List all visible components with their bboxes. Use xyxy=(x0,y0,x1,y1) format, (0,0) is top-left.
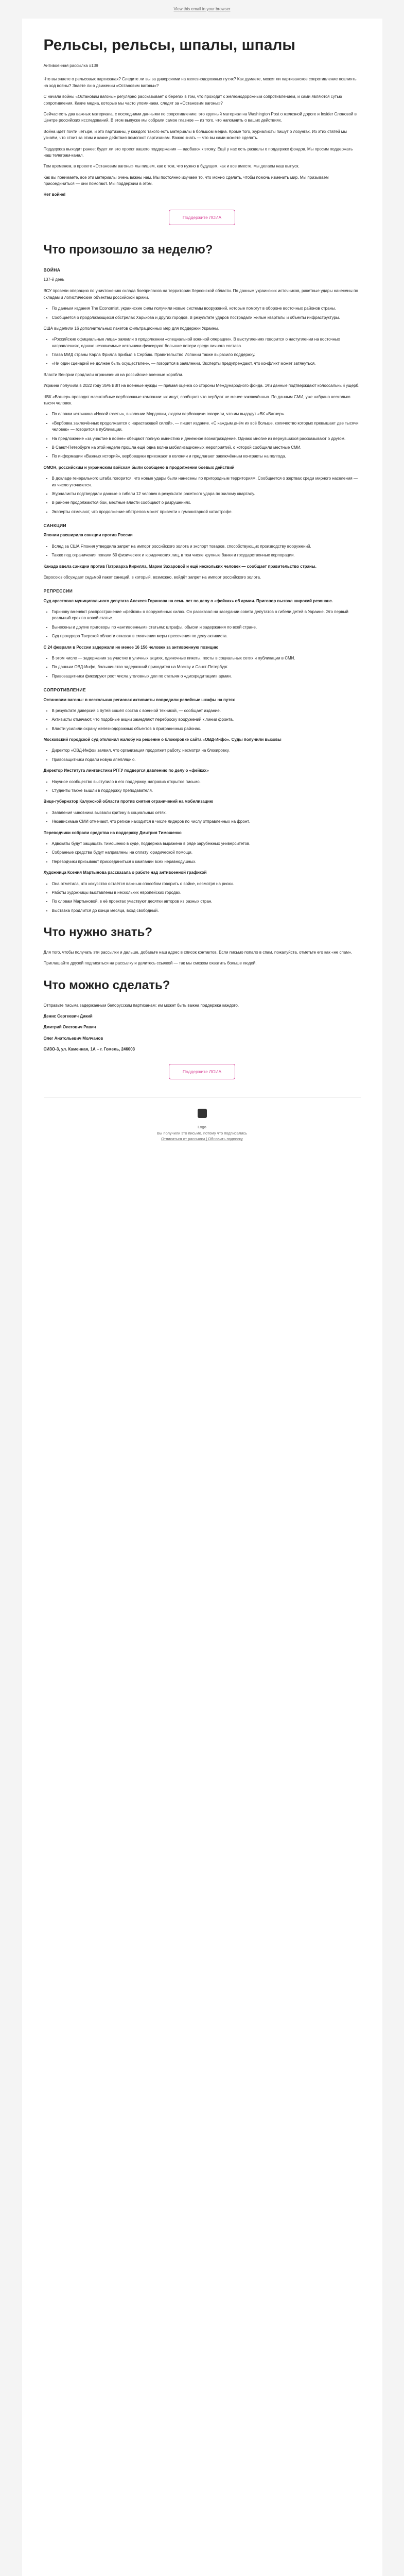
list-item: • В этом числе — задержания за участие в уличных акциях, одиночные пикеты, посты в социальных сетях и публикации в СМИ. xyxy=(52,655,361,662)
support-button-bottom[interactable]: Поддержите ЛОИА xyxy=(169,1064,235,1079)
news-list xyxy=(44,476,361,515)
news-item: США выделили 16 дополнительных пакетов фильтрационных мер для поддержки Украины. xyxy=(43,326,219,331)
news-item: Власти Венгрии продлили ограничения на российские военные корабли. xyxy=(43,372,183,377)
prisoner-name: Денис Сергеевич Дикий xyxy=(43,1013,93,1019)
prisoner-name: Дмитрий Олегович Равич xyxy=(43,1025,96,1030)
intro-paragraph: Война идёт почти четыре, и это партизаны, у каждого такого есть материалы в большом медиа. Кроме того, журналисты пишут о лозунгах. Из этих статей мы узнаём, что стоит за этим и какие действия помогают партизанам. Важно знать — что вы сами можете сделать. xyxy=(43,129,347,141)
list-item: • Вслед за США Япония утвердила запрет на импорт российского золота и экспорт товаров, способствующих производству вооружений. xyxy=(52,544,361,550)
prisoner-name: Олег Анатольевич Молчанов xyxy=(43,1036,103,1041)
intro-paragraph: Что вы знаете о рельсовых партизанах? Следите ли вы за диверсиями на железнодорожных путях? Как думаете, может ли партизанское сопротивление повлиять на ход войны? Знаете ли о движении «Остановим вагоны»? xyxy=(43,77,357,88)
footer-line: Вы получили это письмо, потому что подписались xyxy=(156,1130,248,1136)
need-paragraph: Для того, чтобы получать эти рассылки и дальше, добавьте наш адрес в список контактов. Если письмо попало в спам, пожалуйста, отметьте его как «не спам». xyxy=(43,950,353,955)
list-item: • По данным ОВД-Инфо, большинство задержаний приходится на Москву и Санкт-Петербург. xyxy=(52,664,361,670)
list-item: • В результате диверсий с путей сошёл состав с военной техникой, — сообщает издание. xyxy=(52,708,361,714)
list-item: • Научное сообщество выступило в его поддержку, направив открытое письмо. xyxy=(52,779,361,785)
list-item: • Глава МИД страны Карла Фрилла прибыл в Сербию. Правительство Испании также выразило поддержку. xyxy=(52,352,361,358)
news-item: Вице-губернатор Калужской области против снятия ограничений на мобилизацию xyxy=(43,799,214,804)
intro-paragraph: Как вы понимаете, все эти материалы очень важны нам. Мы постоянно изучаем то, что можно сделать, чтобы помочь изменить мир. Мы призываем присоединиться — они помогают. Мы поддержим в этом. xyxy=(43,175,329,187)
can-do-heading: Что можно сделать? xyxy=(43,978,170,992)
list-item: • По информации «Важных историй», вербовщики приезжают в колонии и предлагают заключённым контракты на полгода. xyxy=(52,453,361,460)
view-in-browser-link[interactable]: View this email in your browser xyxy=(173,6,231,11)
news-list xyxy=(44,841,361,865)
need-paragraph: Приглашайте друзей подписаться на рассылку и делитесь ссылкой — так мы сможем охватить больше людей. xyxy=(43,961,257,966)
news-list xyxy=(44,544,361,559)
repression-stat: С 24 февраля в России задержали не менее 16 156 человек за антивоенную позицию xyxy=(43,645,219,650)
news-item: Художница Ксения Мартынова рассказала о работе над антивоенной графикой xyxy=(43,870,207,875)
news-item: ОМОН, российским и украинским войскам были сообщено в продолжении боевых действий xyxy=(43,465,235,470)
list-item: • Горинову вменяют распространение «фейков» о вооружённых силах. Он рассказал на заседании совета депутатов о гибели детей в Украине. Это первый реальный срок по новой статье. xyxy=(52,609,361,622)
news-item: Директор Института лингвистики РГГУ подвергся давлению по делу о «фейках» xyxy=(43,768,209,773)
news-list xyxy=(44,306,361,321)
list-item: • Активисты отмечают, что подобные акции замедляют переброску вооружений к линии фронта. xyxy=(52,717,361,723)
prison-address: СИЗО-3, ул. Каменная, 1А – г. Гомель, 246003 xyxy=(43,1047,135,1052)
news-item: Московский городской суд отклонил жалобу на решение о блокировке сайта «ОВД-Инфо». Суды получили вызовы xyxy=(43,737,282,742)
list-item: • Работы художницы выставлены в нескольких европейских городах. xyxy=(52,890,361,896)
list-item: • Правозащитники подали новую апелляцию. xyxy=(52,757,361,763)
list-item: • Собранные средства будут направлены на оплату юридической помощи. xyxy=(52,850,361,856)
list-item: • Суд прокурора Тверской области отказал в смягчении меры пресечения по делу активиста. xyxy=(52,633,361,639)
news-item: Канада ввела санкции против Патриарха Кирилла, Марии Захаровой и ещё нескольких человек — сообщает правительство страны. xyxy=(43,564,317,569)
news-item: ЧВК «Вагнер» проводит масштабные вербовочные кампании: их ищут, сообщает что вербуют не менее заключённых. По данным СМИ, уже набрано несколько тысяч человек. xyxy=(43,394,350,406)
list-item: • Независимые СМИ отмечают, что регион находится в числе лидеров по числу отправленных на фронт. xyxy=(52,819,361,825)
week-heading: Что произошло за неделю? xyxy=(43,242,213,257)
war-date: 137-й день xyxy=(43,277,64,282)
need-heading: Что нужно знать? xyxy=(43,925,153,940)
list-item: • Также под ограничения попали 60 физических и юридических лиц, в том числе крупные банки и государственные корпорации. xyxy=(52,552,361,558)
page-title: Рельсы, рельсы, шпалы, шпалы xyxy=(43,37,296,54)
list-item: • Власти усилили охрану железнодорожных объектов в приграничных районах. xyxy=(52,726,361,732)
news-list xyxy=(44,411,361,460)
support-button[interactable]: Поддержите ЛОИА xyxy=(169,210,235,225)
top-bar xyxy=(0,0,404,19)
list-item: • Сообщается о продолжающихся обстрелах Харькова и других городов. В результате ударов пострадали жилые кварталы и объекты инфраструктуры. xyxy=(52,315,361,321)
list-item: • По словам источника «Новой газеты», в колонии Мордовии, людям вербовщики говорили, что им выдадут «ВК «Вагнер». xyxy=(52,411,361,417)
list-item: • Переводчики призывают присоединиться к кампании всех неравнодушных. xyxy=(52,859,361,865)
can-do-paragraph: Отправьте письма задержанным белорусским партизанам: им может быть важна поддержка каждого. xyxy=(43,1003,239,1008)
news-list xyxy=(44,748,361,763)
list-item: • Адвокаты будут защищать Тимошенко в суде, поддержка выражена в ряде зарубежных университетов. xyxy=(52,841,361,847)
newsletter-card xyxy=(22,19,382,2576)
news-list xyxy=(44,609,361,640)
list-item: • Эксперты отмечают, что продолжение обстрелов может привести к гуманитарной катастрофе. xyxy=(52,509,361,515)
news-list xyxy=(44,881,361,914)
logo-icon xyxy=(198,1109,207,1118)
issue-subtitle: Антивоенная рассылка #139 xyxy=(43,63,98,68)
news-item: ВСУ провели операцию по уничтожению склада боеприпасов на территории Херсонской области. По данным украинских источников, ракетные удары нанесены по складам и логистическим объектам российской армии. xyxy=(43,289,358,300)
intro-closing: Нет войне! xyxy=(43,192,66,197)
news-list xyxy=(44,336,361,367)
list-item: • «Ни один сценарий не должен быть осуществлен», — говорится в заявлении. Эксперты предупреждают, что конфликт может затянуться. xyxy=(52,361,361,367)
intro-paragraph: Тем временем, в проекте «Остановим вагоны» мы пишем, как о том, что нужно в будущем, как и все вместе, мы делаем наш выпуск. xyxy=(43,164,300,169)
support-wrap xyxy=(44,210,361,225)
list-item: • По словам Мартыновой, в её проектах участвуют десятки авторов из разных стран. xyxy=(52,899,361,905)
list-item: • В Санкт-Петербурге на этой неделе прошла ещё одна волна мобилизационных мероприятий, о которой сообщили местные СМИ. xyxy=(52,445,361,451)
list-item: • Директор «ОВД-Инфо» заявил, что организация продолжит работу, несмотря на блокировку. xyxy=(52,748,361,754)
intro-paragraph: Поддержка выходит ранее: будет ли это проект вашего поддержания — вдобавок к этому. Ещё у нас есть разделы о поддержке фондов. Мы просим поддержать наш телеграм-канал. xyxy=(43,146,353,158)
list-item: • «Вербовка заключённых продолжается с нарастающей силой», — пишет издание. «С каждым днём их всё больше, количество которых превышает две тысячи человек» — говорится в публикации. xyxy=(52,420,361,433)
list-item: • По данным издания The Economist, украинские силы получили новые системы вооружений, которые помогут в обороне восточных районов страны. xyxy=(52,306,361,312)
opposition-heading: СОПРОТИВЛЕНИЕ xyxy=(43,687,86,693)
news-list xyxy=(44,655,361,680)
list-item: • На предложение «за участие в войне» обещают полную амнистию и денежное вознаграждение. Однако многие из вернувшихся рассказывают о другом. xyxy=(52,436,361,442)
list-item: • Вынесены и другие приговоры по «антивоенным» статьям: штрафы, обыски и задержания по всей стране. xyxy=(52,624,361,631)
footer-unsubscribe-links[interactable]: Отписаться от рассылки | Обновить подписку xyxy=(161,1137,243,1142)
news-item: Евросоюз обсуждает седьмой пакет санкций, в который, возможно, войдёт запрет на импорт российского золота. xyxy=(43,575,261,580)
news-item: Переводчики собрали средства на поддержку Дмитрия Тимошенко xyxy=(43,830,182,835)
list-item: • «Российские официальные лица» заявили о продолжении «специальной военной операции». В выступлениях говорится о наступлении на восточных направлениях, однако независимые источники фиксируют большие потери среди личного состава. xyxy=(52,336,361,349)
intro-paragraph: Сейчас есть два важных материала, с последними данными по сопротивлению: это крупный материал на Washington Post о железной дороге и Insider Слоновой в Центре российских исследований. В этом выпуске мы собрали самое главное — из того, что напомнить о ваших действиях. xyxy=(43,111,357,123)
repression-heading: РЕПРЕССИИ xyxy=(43,588,73,594)
list-item: • Студенты также вышли в поддержку преподавателя. xyxy=(52,788,361,794)
news-item: Украина получила в 2022 году 35% ВВП на военные нужды — прямая оценка со стороны Международного фонда. Эти данные подтверждают колоссальный ущерб. xyxy=(43,383,360,388)
footer-logo-label: Logo xyxy=(198,1125,206,1130)
news-item: Суд арестовал муниципального депутата Алексея Горинова на семь лет по делу о «фейках» об армии. Приговор вызвал широкий резонанс. xyxy=(43,598,333,603)
news-list xyxy=(44,810,361,825)
list-item: • В районе продолжаются бои, местные власти сообщают о разрушениях. xyxy=(52,500,361,506)
list-item: • Она отметила, что искусство остаётся важным способом говорить о войне, несмотря на риски. xyxy=(52,881,361,887)
news-item: Остановим вагоны: в нескольких регионах активисты повредили релейные шкафы на путях xyxy=(43,697,235,702)
sanctions-heading: САНКЦИИ xyxy=(43,523,66,529)
list-item: • Журналисты подтвердили данные о гибели 12 человек в результате ракетного удара по жилому кварталу. xyxy=(52,491,361,497)
list-item: • Заявления чиновника вызвали критику в социальных сетях. xyxy=(52,810,361,816)
intro-paragraph: С начала войны «Остановим вагоны» регулярно рассказывает о берегах в том, что проходит с железнодорожным сопротивлением, и сами являются сутью сопротивления. Какие медиа, которые мы часто упоминаем, следят за «Остановим вагоны»? xyxy=(43,94,342,106)
news-list xyxy=(44,708,361,732)
list-item: • В докладе генерального штаба говорится, что новые удары были нанесены по пригородным территориям. Сообщается о жертвах среди мирного населения — их число уточняется. xyxy=(52,476,361,488)
news-list xyxy=(44,779,361,794)
list-item: • Правозащитники фиксируют рост числа уголовных дел по статьям о «дискредитации» армии. xyxy=(52,673,361,680)
list-item: • Выставка продлится до конца месяца, вход свободный. xyxy=(52,908,361,914)
war-label: ВОЙНА xyxy=(43,267,61,273)
sanctions-lead: Японии расширила санкции против России xyxy=(43,533,133,538)
footer xyxy=(44,1109,361,1142)
support-wrap-bottom xyxy=(44,1064,361,1079)
